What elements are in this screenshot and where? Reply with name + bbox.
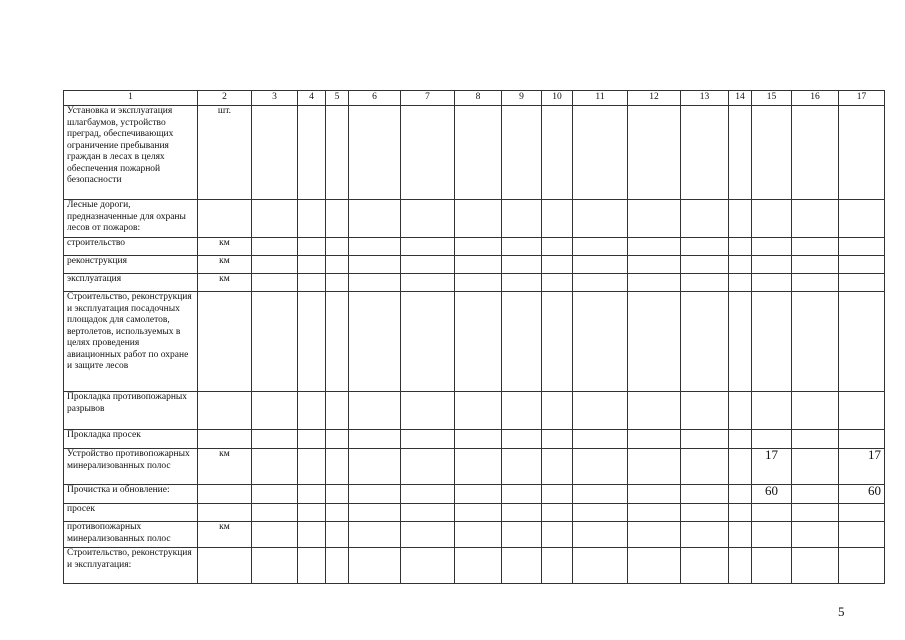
empty-cell — [502, 292, 542, 392]
empty-cell — [298, 449, 326, 485]
empty-cell — [681, 430, 729, 449]
empty-cell — [573, 106, 628, 200]
empty-cell — [792, 485, 839, 504]
empty-cell — [573, 430, 628, 449]
table-row — [64, 392, 885, 430]
row-value-col15 — [752, 200, 792, 238]
row-value-col15: 17 — [752, 449, 792, 485]
empty-cell — [573, 200, 628, 238]
empty-cell — [628, 449, 681, 485]
empty-cell — [502, 522, 542, 548]
empty-cell — [792, 274, 839, 292]
row-unit: км — [198, 522, 252, 548]
empty-cell — [326, 256, 349, 274]
empty-cell — [792, 548, 839, 584]
empty-cell — [792, 106, 839, 200]
empty-cell — [729, 522, 752, 548]
empty-cell — [628, 256, 681, 274]
empty-cell — [628, 392, 681, 430]
empty-cell — [252, 292, 298, 392]
empty-cell — [252, 200, 298, 238]
row-value-col15 — [752, 274, 792, 292]
empty-cell — [681, 392, 729, 430]
row-label: Строительство, реконструкция и эксплуатация: — [64, 548, 198, 584]
empty-cell — [542, 106, 573, 200]
empty-cell — [628, 504, 681, 522]
empty-cell — [326, 430, 349, 449]
empty-cell — [349, 485, 401, 504]
row-value-col15: 60 — [752, 485, 792, 504]
empty-cell — [298, 504, 326, 522]
row-value-col15 — [752, 238, 792, 256]
row-label: Прокладка противопожарных разрывов — [64, 392, 198, 430]
empty-cell — [349, 449, 401, 485]
empty-cell — [326, 392, 349, 430]
empty-cell — [401, 522, 455, 548]
empty-cell — [401, 485, 455, 504]
empty-cell — [729, 292, 752, 392]
empty-cell — [628, 430, 681, 449]
col-header: 2 — [198, 91, 252, 106]
empty-cell — [455, 522, 502, 548]
empty-cell — [792, 200, 839, 238]
empty-cell — [628, 548, 681, 584]
row-unit — [198, 504, 252, 522]
empty-cell — [298, 274, 326, 292]
empty-cell — [573, 274, 628, 292]
row-value-col15 — [752, 430, 792, 449]
empty-cell — [542, 522, 573, 548]
row-value-col17 — [839, 430, 885, 449]
empty-cell — [326, 522, 349, 548]
page-number: 5 — [838, 604, 845, 619]
empty-cell — [792, 449, 839, 485]
empty-cell — [681, 256, 729, 274]
row-unit: км — [198, 274, 252, 292]
table-row — [64, 238, 885, 256]
empty-cell — [401, 106, 455, 200]
empty-cell — [792, 430, 839, 449]
empty-cell — [681, 200, 729, 238]
row-label: Прокладка просек — [64, 430, 198, 449]
empty-cell — [681, 292, 729, 392]
col-header: 15 — [752, 91, 792, 106]
row-value-col17 — [839, 238, 885, 256]
empty-cell — [401, 504, 455, 522]
empty-cell — [252, 106, 298, 200]
empty-cell — [298, 485, 326, 504]
table-row — [64, 504, 885, 522]
row-unit — [198, 548, 252, 584]
empty-cell — [542, 504, 573, 522]
empty-cell — [326, 106, 349, 200]
empty-cell — [573, 392, 628, 430]
empty-cell — [502, 200, 542, 238]
empty-cell — [542, 238, 573, 256]
empty-cell — [455, 292, 502, 392]
row-value-col17 — [839, 504, 885, 522]
empty-cell — [628, 292, 681, 392]
empty-cell — [349, 238, 401, 256]
empty-cell — [573, 548, 628, 584]
empty-cell — [349, 256, 401, 274]
empty-cell — [628, 106, 681, 200]
empty-cell — [349, 504, 401, 522]
col-header: 8 — [455, 91, 502, 106]
empty-cell — [792, 504, 839, 522]
empty-cell — [502, 256, 542, 274]
row-unit — [198, 200, 252, 238]
empty-cell — [326, 548, 349, 584]
row-label: Прочистка и обновление: — [64, 485, 198, 504]
empty-cell — [542, 292, 573, 392]
empty-cell — [729, 485, 752, 504]
table-row — [64, 256, 885, 274]
table-row — [64, 292, 885, 392]
empty-cell — [326, 200, 349, 238]
empty-cell — [502, 548, 542, 584]
row-value-col17 — [839, 256, 885, 274]
row-value-col15 — [752, 522, 792, 548]
empty-cell — [455, 256, 502, 274]
empty-cell — [681, 485, 729, 504]
row-value-col17 — [839, 106, 885, 200]
empty-cell — [628, 485, 681, 504]
table-row — [64, 522, 885, 548]
empty-cell — [729, 106, 752, 200]
empty-cell — [729, 504, 752, 522]
empty-cell — [573, 449, 628, 485]
empty-cell — [349, 106, 401, 200]
empty-cell — [349, 292, 401, 392]
empty-cell — [542, 274, 573, 292]
empty-cell — [681, 449, 729, 485]
row-value-col15 — [752, 292, 792, 392]
empty-cell — [628, 200, 681, 238]
empty-cell — [298, 548, 326, 584]
row-unit: шт. — [198, 106, 252, 200]
col-header: 12 — [628, 91, 681, 106]
empty-cell — [401, 548, 455, 584]
column-number-row — [64, 91, 885, 106]
empty-cell — [252, 430, 298, 449]
row-value-col17 — [839, 200, 885, 238]
row-value-col15 — [752, 392, 792, 430]
empty-cell — [729, 392, 752, 430]
table-body — [64, 106, 885, 584]
col-header: 11 — [573, 91, 628, 106]
empty-cell — [681, 238, 729, 256]
row-unit — [198, 485, 252, 504]
empty-cell — [573, 485, 628, 504]
row-value-col15 — [752, 548, 792, 584]
empty-cell — [542, 485, 573, 504]
col-header: 17 — [839, 91, 885, 106]
empty-cell — [573, 238, 628, 256]
empty-cell — [326, 449, 349, 485]
empty-cell — [401, 292, 455, 392]
empty-cell — [401, 274, 455, 292]
empty-cell — [298, 392, 326, 430]
col-header: 14 — [729, 91, 752, 106]
col-header: 1 — [64, 91, 198, 106]
row-value-col17 — [839, 392, 885, 430]
empty-cell — [349, 548, 401, 584]
empty-cell — [681, 504, 729, 522]
empty-cell — [349, 392, 401, 430]
row-label: эксплуатация — [64, 274, 198, 292]
empty-cell — [502, 274, 542, 292]
row-value-col17 — [839, 274, 885, 292]
empty-cell — [349, 522, 401, 548]
empty-cell — [502, 106, 542, 200]
empty-cell — [455, 449, 502, 485]
empty-cell — [326, 274, 349, 292]
empty-cell — [349, 274, 401, 292]
empty-cell — [326, 238, 349, 256]
empty-cell — [681, 548, 729, 584]
empty-cell — [298, 238, 326, 256]
row-unit: км — [198, 449, 252, 485]
empty-cell — [455, 504, 502, 522]
empty-cell — [349, 200, 401, 238]
empty-cell — [573, 504, 628, 522]
table-row — [64, 274, 885, 292]
row-label: просек — [64, 504, 198, 522]
table-row — [64, 200, 885, 238]
empty-cell — [729, 256, 752, 274]
empty-cell — [455, 274, 502, 292]
empty-cell — [792, 238, 839, 256]
empty-cell — [401, 256, 455, 274]
col-header: 7 — [401, 91, 455, 106]
empty-cell — [729, 449, 752, 485]
empty-cell — [729, 274, 752, 292]
row-label: Установка и эксплуатация шлагбаумов, устройство преград, обеспечивающих ограничение пребывания граждан в лесах в целях обеспечения пожарной безопасности — [64, 106, 198, 200]
empty-cell — [252, 449, 298, 485]
row-unit — [198, 392, 252, 430]
empty-cell — [298, 200, 326, 238]
row-unit: км — [198, 238, 252, 256]
empty-cell — [681, 274, 729, 292]
empty-cell — [681, 106, 729, 200]
row-value-col17 — [839, 522, 885, 548]
empty-cell — [298, 256, 326, 274]
empty-cell — [542, 200, 573, 238]
empty-cell — [542, 256, 573, 274]
col-header: 13 — [681, 91, 729, 106]
row-value-col17: 17 — [839, 449, 885, 485]
row-value-col15 — [752, 504, 792, 522]
empty-cell — [455, 548, 502, 584]
empty-cell — [455, 485, 502, 504]
empty-cell — [792, 522, 839, 548]
col-header: 5 — [326, 91, 349, 106]
empty-cell — [573, 292, 628, 392]
empty-cell — [252, 256, 298, 274]
empty-cell — [401, 392, 455, 430]
row-value-col17: 60 — [839, 485, 885, 504]
empty-cell — [298, 292, 326, 392]
empty-cell — [729, 548, 752, 584]
empty-cell — [502, 504, 542, 522]
empty-cell — [455, 392, 502, 430]
empty-cell — [792, 392, 839, 430]
empty-cell — [252, 504, 298, 522]
empty-cell — [455, 200, 502, 238]
empty-cell — [252, 522, 298, 548]
table-row — [64, 485, 885, 504]
empty-cell — [349, 430, 401, 449]
row-value-col17 — [839, 292, 885, 392]
col-header: 9 — [502, 91, 542, 106]
col-header: 10 — [542, 91, 573, 106]
empty-cell — [573, 256, 628, 274]
row-label: Устройство противопожарных минерализованных полос — [64, 449, 198, 485]
row-label: Строительство, реконструкция и эксплуатация посадочных площадок для самолетов, вертолетов, используемых в целях проведения авиационных работ по охране и защите лесов — [64, 292, 198, 392]
row-label: реконструкция — [64, 256, 198, 274]
empty-cell — [542, 392, 573, 430]
empty-cell — [401, 430, 455, 449]
empty-cell — [401, 238, 455, 256]
empty-cell — [502, 485, 542, 504]
empty-cell — [628, 522, 681, 548]
empty-cell — [401, 200, 455, 238]
empty-cell — [573, 522, 628, 548]
empty-cell — [455, 106, 502, 200]
col-header: 3 — [252, 91, 298, 106]
empty-cell — [252, 548, 298, 584]
empty-cell — [455, 430, 502, 449]
table-row — [64, 430, 885, 449]
empty-cell — [502, 238, 542, 256]
table-row — [64, 548, 885, 584]
row-unit: км — [198, 256, 252, 274]
row-label: противопожарных минерализованных полос — [64, 522, 198, 548]
empty-cell — [252, 274, 298, 292]
empty-cell — [252, 238, 298, 256]
empty-cell — [455, 238, 502, 256]
empty-cell — [252, 392, 298, 430]
table-row — [64, 106, 885, 200]
empty-cell — [502, 430, 542, 449]
empty-cell — [729, 200, 752, 238]
empty-cell — [401, 449, 455, 485]
col-header: 6 — [349, 91, 401, 106]
row-value-col15 — [752, 106, 792, 200]
empty-cell — [326, 292, 349, 392]
row-value-col17 — [839, 548, 885, 584]
empty-cell — [326, 485, 349, 504]
empty-cell — [502, 449, 542, 485]
empty-cell — [542, 430, 573, 449]
empty-cell — [298, 106, 326, 200]
empty-cell — [729, 430, 752, 449]
empty-cell — [628, 238, 681, 256]
empty-cell — [326, 504, 349, 522]
row-label: Лесные дороги, предназначенные для охраны лесов от пожаров: — [64, 200, 198, 238]
empty-cell — [542, 449, 573, 485]
empty-cell — [298, 430, 326, 449]
row-label: строительство — [64, 238, 198, 256]
col-header: 4 — [298, 91, 326, 106]
empty-cell — [298, 522, 326, 548]
row-value-col15 — [752, 256, 792, 274]
empty-cell — [792, 292, 839, 392]
empty-cell — [628, 274, 681, 292]
empty-cell — [729, 238, 752, 256]
empty-cell — [681, 522, 729, 548]
empty-cell — [542, 548, 573, 584]
empty-cell — [252, 485, 298, 504]
forest-fire-measures-table — [63, 90, 885, 584]
row-unit — [198, 430, 252, 449]
row-unit — [198, 292, 252, 392]
empty-cell — [502, 392, 542, 430]
col-header: 16 — [792, 91, 839, 106]
empty-cell — [792, 256, 839, 274]
table-row — [64, 449, 885, 485]
